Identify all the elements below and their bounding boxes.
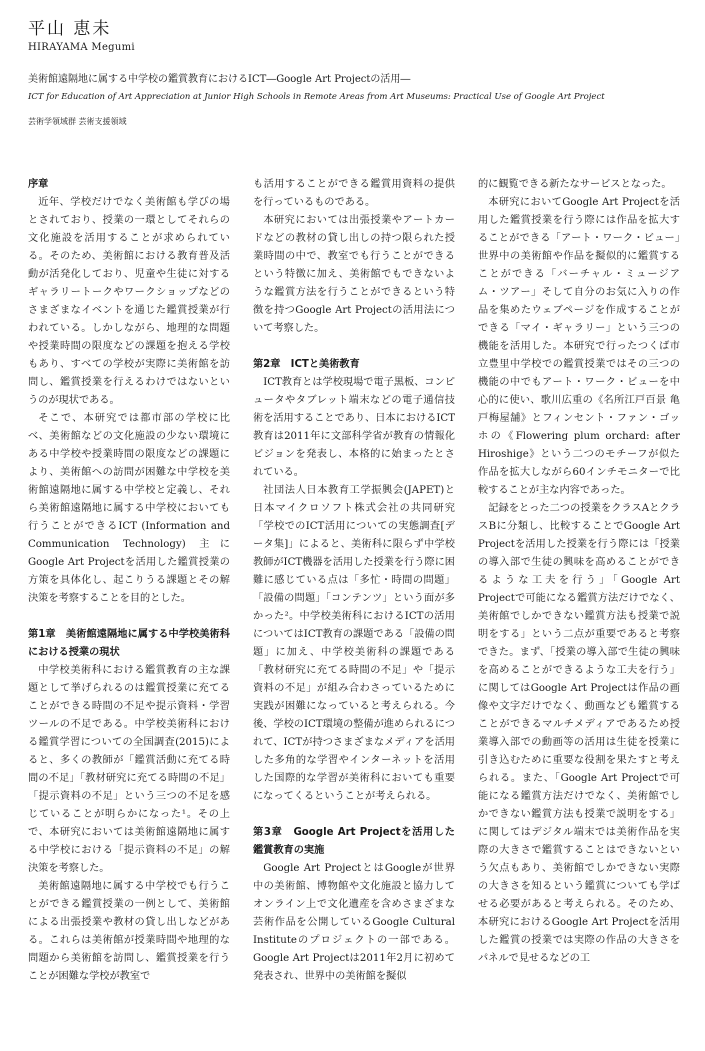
column-1 — [28, 176, 230, 1041]
paragraph: 中学校美術科における鑑賞教育の主な課題として挙げられるのは鑑賞授業に充てることができる時間の不足や提示資料・学習ツールの不足である。中学校美術科における鑑賞学習についての全国調査(2015)によると、多くの教師が「鑑賞活動に充てる時間の不足」「教材研究に充てる時間の不足」「提示資料の不足」という三つの不足を感じていることが明らかになった¹。その上で、本研究においては美術館遠隔地に属する中学校における「提示資料の不足」の解決策を考察した。 — [28, 665, 230, 874]
paragraph: 本研究においてGoogle Art Projectを活用した鑑賞授業を行う際には作品を拡大することができる「アート・ワーク・ビュー」世界中の美術館や作品を擬似的に鑑賞することができる「バーチャル・ミュージアム・ツアー」そして自分のお気に入りの作品を集めたウェブページを作成することができる「マイ・ギャラリー」という三つの機能を活用した。本研究で行ったつくば市立豊里中学校での鑑賞授業ではその三つの機能の中でもアート・ワーク・ビューを中心的に使い、歌川広重の《名所江戸百景 亀戸梅屋舗》とフィンセント・ファン・ゴッホの《Flowering plum orchard: after Hiroshige》という二つのモチーフが似た作品を拡大しながら60インチモニターで比較することが主な内容であった。 — [478, 197, 680, 496]
heading-chapter-3: 第3章 Google Art Projectを活用した鑑賞教育の実施 — [253, 827, 455, 856]
paragraph: 美術館遠隔地に属する中学校でも行うことができる鑑賞授業の一例として、美術館による出張授業や教材の貸し出しなどがある。これらは美術館が授業時間や地理的な問題から美術館を訪問し、鑑賞授業を行うことが困難な学校が教室で — [28, 881, 230, 982]
research-field: 芸術学領域群 芸術支援領域 — [28, 117, 127, 126]
heading-chapter-2: 第2章 ICTと美術教育 — [253, 359, 360, 370]
paragraph: 記録をとった二つの授業をクラスAとクラスBに分類し、比較することでGoogle Art Projectを活用した授業を行う際には「授業の導入部で生徒の興味を高めることができるような工夫を行う」「Google Art Projectで可能になる鑑賞方法だけでなく、美術館でしかできない鑑賞方法も授業で説明をする」という二点が重要であると考察できた。まず、「授業の導入部で生徒の興味を高めることができるような工夫を行う」に関してはGoogle Art Projectは作品の画像や文字だけでなく、動画なども鑑賞することができるマルチメディアであるため授業導入部での動画等の活用は生徒を授業に引き込むために重要な役割を果たすと考えられる。また、「Google Art Projectで可能になる鑑賞方法だけでなく、美術館でしかできない鑑賞方法も授業で説明をする」に関してはデジタル端末では美術作品を実際の大きさで鑑賞することはできないという欠点もあり、美術館でしかできない実際の大きさを知るという鑑賞についても学ばせる必要があると考えられる。そのため、本研究におけるGoogle Art Projectを活用した鑑賞の授業では実際の作品の大きさをパネルで見せるなどの工 — [478, 503, 680, 964]
paragraph: そこで、本研究では都市部の学校に比べ、美術館などの文化施設の少ない環境にある中学校や授業時間の限度などの課題により、美術館への訪問が困難な中学校を美術館遠隔地に属する中学校と定義し、それら美術館遠隔地に属する中学校においても行うことができるICT (Information and Communication Technology) 主にGoogle Art Projectを活用した鑑賞授業の方策を具体化し、起こりうる課題とその解決策を考察することを目的とした。 — [28, 413, 230, 604]
paper-title-en: ICT for Education of Art Appreciation at Junior High Schools in Remote Areas from Art Museums: Practical Use of Google Art Project — [28, 92, 605, 102]
author-name-ja: 平山 恵未 — [28, 19, 112, 39]
paragraph: ICT教育とは学校現場で電子黒板、コンピュータやタブレット端末などの電子通信技術を活用することであり、日本におけるICT教育は2011年に文部科学省が教育の情報化ビジョンを発表し、本格的に始まったとされている。 — [253, 377, 455, 478]
paper-header — [28, 18, 678, 128]
paragraph: も活用することができる鑑賞用資料の提供を行っているものである。 — [253, 179, 455, 208]
paragraph: Google Art ProjectとはGoogleが世界中の美術館、博物館や文化施設と協力してオンライン上で文化遺産を含めさまざまな芸術作品を公開しているGoogle Cultural Instituteのプロジェクトの一部である。Google Art Projectは2011年2月に初めて発表され、世界中の美術館を擬似 — [253, 863, 455, 982]
column-2 — [253, 176, 455, 1041]
author-name-en: HIRAYAMA Megumi — [28, 42, 135, 53]
body-columns — [28, 176, 680, 1041]
paper-title-ja: 美術館遠隔地に属する中学校の鑑賞教育におけるICT―Google Art Projectの活用― — [28, 74, 411, 85]
heading-intro: 序章 — [28, 179, 49, 190]
paragraph: 本研究においては出張授業やアートカードなどの教材の貸し出しの持つ限られた授業時間の中で、教室でも行うことができるという特徴に加え、美術館でもできないような鑑賞方法を行うことができるという特徴を持つGoogle Art Projectの活用法について考察した。 — [253, 215, 455, 334]
column-3 — [478, 176, 680, 1041]
paragraph: 社団法人日本教育工学振興会(JAPET)と日本マイクロソフト株式会社の共同研究「学校でのICT活用についての実態調査[データ集]」によると、美術科に限らず中学校教師がICT機器を活用した授業を行う際に困難に感じている点は「多忙・時間の問題」「設備の問題」「コンテンツ」という面が多かった²。中学校美術科におけるICTの活用についてはICT教育の課題である「設備の問題」に加え、中学校美術科の課題である「教材研究に充てる時間の不足」や「提示資料の不足」が組み合わさっているために実践が困難になっていると考えられる。今後、学校のICT環境の整備が進められるにつれて、ICTが持つさまざまなメディアを活用した多角的な学習やインターネットを活用した国際的な学習が美術科においても重要になってくるということが考えられる。 — [253, 485, 455, 802]
paragraph: 近年、学校だけでなく美術館も学びの場とされており、授業の一環としてそれらの文化施設を活用することが求められている。そのため、美術館における教育普及活動が活発化しており、児童や生徒に対するギャラリートークやワークショップなどのさまざまなイベントを通じた鑑賞授業が行われている。しかしながら、地理的な問題や授業時間の限度などの課題を抱える学校もあり、すべての学校が実際に美術館を訪問し、鑑賞授業を行えるわけではないというのが現状である。 — [28, 197, 230, 406]
heading-chapter-1: 第1章 美術館遠隔地に属する中学校美術科における授業の現状 — [28, 629, 230, 658]
paragraph: 的に観覧できる新たなサービスとなった。 — [478, 179, 672, 190]
